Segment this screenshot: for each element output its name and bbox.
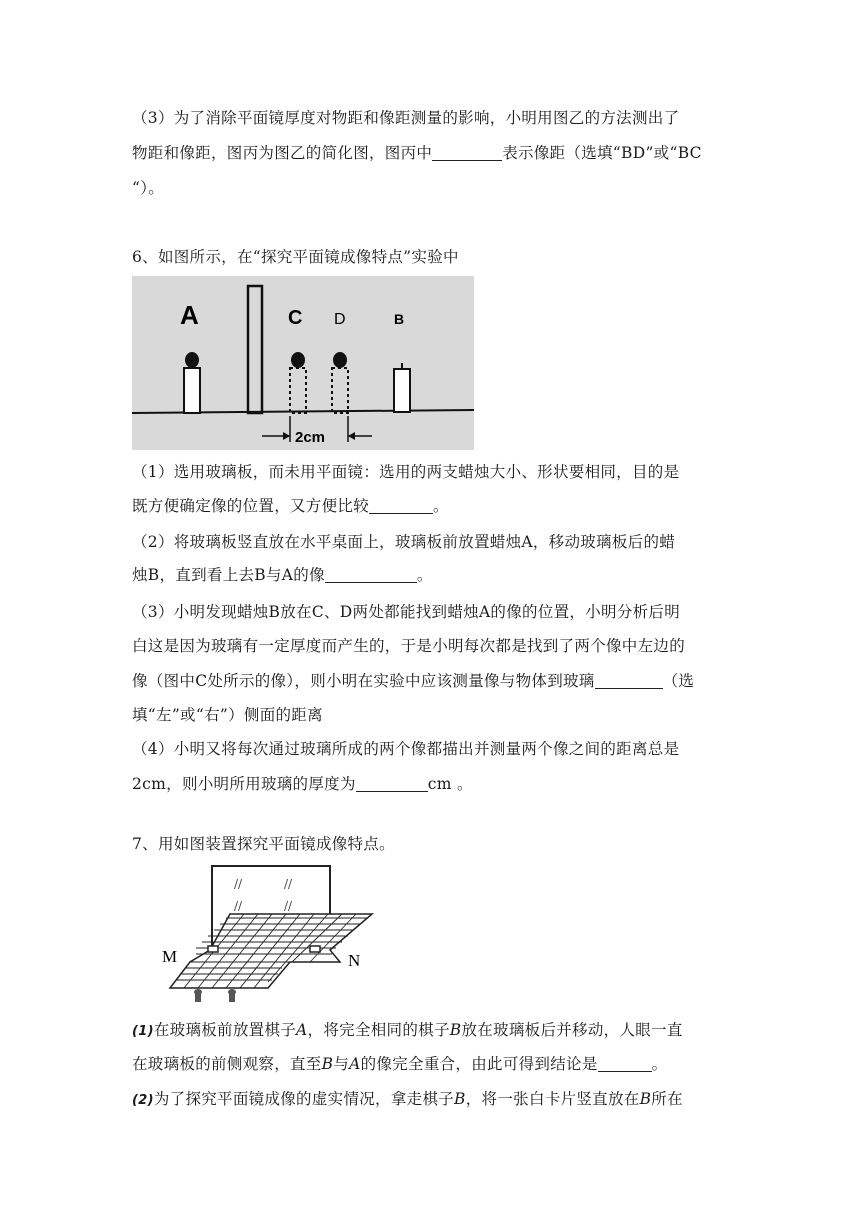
chessboard-mirror-figure (160, 862, 380, 1008)
q7-text: B (449, 1021, 462, 1039)
q6-part3-line1: （3）小明发现蜡烛B放在C、D两处都能找到蜡烛A的像的位置，小明分析后明 (132, 603, 681, 621)
svg-text://: // (234, 899, 243, 913)
label-d: D (334, 311, 346, 328)
q6-text: 既方便确定像的位置，又方便比较 (132, 497, 370, 515)
q7-part-number: (1) (132, 1024, 154, 1039)
q5-part3-line3: “）。 (132, 179, 165, 197)
svg-text://: // (284, 899, 293, 913)
q5-text: 表示像距（选填“BD”或“BC (502, 144, 702, 162)
q6-part2-line2 (132, 563, 433, 585)
q7-text: 在玻璃板前放置棋子 (153, 1021, 297, 1039)
chess-pieces (194, 989, 236, 1002)
svg-text://: // (284, 877, 293, 891)
q6-part2-line1: （2）将玻璃板竖直放在水平桌面上，玻璃板前放置蜡烛A，移动玻璃板后的蜡 (132, 533, 676, 551)
image-c (290, 368, 306, 413)
q6-part1-line1: （1）选用玻璃板，而未用平面镜：选用的两支蜡烛大小、形状要相同，目的是 (132, 463, 680, 481)
q7-text: B (321, 1055, 334, 1073)
q6-text: （选 (662, 672, 695, 690)
q7-text: 放在玻璃板后并移动，人眼一直 (461, 1021, 683, 1039)
label-a: A (180, 300, 199, 330)
q6-text: 烛B，直到看上去B与A的像 (132, 566, 325, 584)
q6-text: cm 。 (427, 775, 473, 793)
q6-part1-line2 (132, 494, 449, 516)
answer-blank[interactable] (595, 672, 663, 689)
q6-text: 像（图中C处所示的像），则小明在实验中应该测量像与物体到玻璃 (132, 672, 595, 690)
q7-part1-line2 (132, 1052, 667, 1074)
svg-text://: // (234, 877, 243, 891)
q7-text: 在玻璃板的前侧观察，直至 (132, 1055, 322, 1073)
q7-text: 。 (651, 1055, 668, 1073)
q7-text: A (349, 1055, 361, 1073)
q6-part4-line1: （4）小明又将每次通过玻璃所成的两个像都描出并测量两个像之间的距离总是 (132, 740, 680, 758)
q7-title: 7、用如图装置探究平面镜成像特点。 (132, 835, 395, 853)
q5-part3-line1: （3）为了消除平面镜厚度对物距和像距测量的影响，小明用图乙的方法测出了 (132, 109, 680, 127)
q7-text: 与 (333, 1055, 350, 1073)
candle-a (184, 368, 200, 413)
candle-b (394, 369, 410, 412)
glass-plate (248, 286, 262, 413)
answer-blank[interactable] (325, 566, 417, 583)
q6-part4-line2 (132, 772, 473, 794)
q7-part1-line1 (132, 1018, 683, 1040)
q6-part3-line3 (132, 669, 694, 691)
q6-text: 。 (416, 566, 433, 584)
q5-text: 物距和像距，图丙为图乙的简化图，图丙中 (132, 144, 433, 162)
candle-experiment-figure (132, 276, 474, 450)
q7-text: 所在 (651, 1090, 683, 1108)
answer-blank[interactable] (598, 1055, 652, 1072)
label-n: N (348, 951, 361, 970)
dimension-label: 2cm (295, 429, 326, 446)
q5-part3-line2 (132, 141, 702, 163)
q7-part-number: (2) (132, 1093, 154, 1108)
q7-text: A (296, 1021, 308, 1039)
q6-part3-line4: 填“左”或“右”）侧面的距离 (132, 706, 323, 724)
q6-part3-line2: 白这是因为玻璃有一定厚度而产生的，于是小明每次都是找到了两个像中左边的 (132, 637, 686, 655)
answer-blank[interactable] (356, 775, 428, 792)
image-d (332, 368, 348, 413)
q7-text: ，将完全相同的棋子 (307, 1021, 450, 1039)
q7-text: 的像完全重合，由此可得到结论是 (360, 1055, 598, 1073)
answer-blank[interactable] (369, 497, 433, 514)
label-c: C (288, 307, 303, 329)
q6-text: 2cm，则小明所用玻璃的厚度为 (132, 775, 356, 793)
q7-text: 为了探究平面镜成像的虚实情况，拿走棋子 (153, 1090, 455, 1108)
q7-text: B (639, 1090, 652, 1108)
q7-part2-line1 (132, 1087, 683, 1109)
answer-blank[interactable] (432, 144, 502, 161)
label-m: M (162, 947, 178, 966)
q7-text: B (454, 1090, 466, 1108)
q6-text: 。 (433, 497, 449, 515)
label-b: B (394, 311, 405, 327)
q6-title: 6、如图所示，在“探究平面镜成像特点”实验中 (132, 248, 459, 266)
q7-text: ，将一张白卡片竖直放在 (465, 1090, 640, 1108)
